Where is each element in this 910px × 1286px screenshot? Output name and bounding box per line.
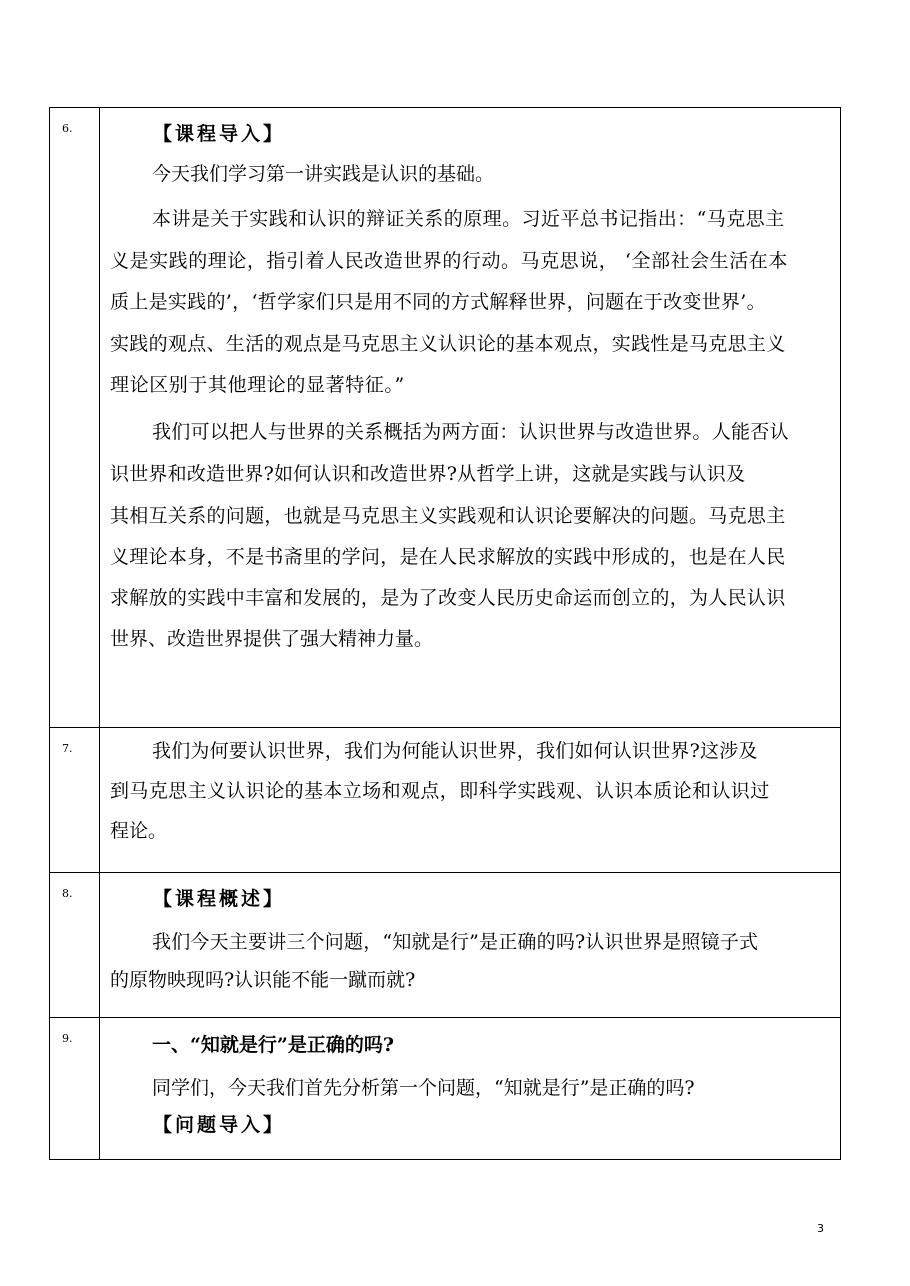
lesson-table [49, 107, 841, 1160]
section-heading: 【课程概述】 [153, 888, 286, 910]
paragraph-line: 到马克思主义认识论的基本立场和观点，即科学实践观、认识本质论和认识过 [110, 780, 770, 802]
section-heading: 一、“知就是行”是正确的吗? [152, 1034, 394, 1056]
table-row [50, 728, 841, 873]
table-row [50, 873, 841, 1018]
paragraph-line: 实践的观点、生活的观点是马克思主义认识论的基本观点，实践性是马克思主义 [110, 333, 786, 355]
paragraph-line: 求解放的实践中丰富和发展的，是为了改变人民历史命运而创立的，为人民认识 [110, 587, 786, 609]
paragraph-line: 同学们，今天我们首先分析第一个问题，“知就是行”是正确的吗? [152, 1077, 695, 1099]
paragraph-line: 我们为何要认识世界，我们为何能认识世界，我们如何认识世界?这涉及 [152, 740, 758, 762]
row-content [100, 728, 841, 873]
paragraph-line: 质上是实践的’，‘哲学家们只是用不同的方式解释世界，问题在于改变世界’。 [110, 291, 766, 313]
paragraph-line: 识世界和改造世界?如何认识和改造世界?从哲学上讲，这就是实践与认识及 [110, 463, 746, 485]
row-content [100, 1018, 841, 1160]
paragraph-line: 程论。 [110, 820, 168, 842]
row-content [100, 873, 841, 1018]
row-number: 6. [50, 108, 100, 728]
paragraph-line: 理论区别于其他理论的显著特征。” [110, 374, 405, 396]
section-heading: 【课程导入】 [153, 123, 286, 145]
page-number: 3 [817, 1222, 824, 1235]
row-number: 7. [50, 728, 100, 873]
table-row [50, 108, 841, 728]
row-content [100, 108, 841, 728]
paragraph-line: 本讲是关于实践和认识的辩证关系的原理。习近平总书记指出：“马克思主 [152, 208, 785, 230]
section-heading: 【问题导入】 [153, 1114, 286, 1136]
row-number: 9. [50, 1018, 100, 1160]
paragraph-line: 今天我们学习第一讲实践是认识的基础。 [152, 163, 495, 185]
table-row [50, 1018, 841, 1160]
paragraph-line: 义理论本身，不是书斋里的学问，是在人民求解放的实践中形成的，也是在人民 [110, 546, 786, 568]
paragraph-line: 其相互关系的问题，也就是马克思主义实践观和认识论要解决的问题。马克思主 [110, 505, 786, 527]
paragraph-line: 我们今天主要讲三个问题，“知就是行”是正确的吗?认识世界是照镜子式 [152, 931, 759, 953]
paragraph-line: 世界、改造世界提供了强大精神力量。 [110, 628, 434, 650]
row-number: 8. [50, 873, 100, 1018]
paragraph-line: 义是实践的理论，指引着人民改造世界的行动。马克思说， ‘全部社会生活在本 [110, 250, 788, 272]
paragraph-line: 的原物映现吗?认识能不能一蹴而就? [110, 969, 416, 991]
paragraph-line: 我们可以把人与世界的关系概括为两方面：认识世界与改造世界。人能否认 [152, 421, 789, 443]
